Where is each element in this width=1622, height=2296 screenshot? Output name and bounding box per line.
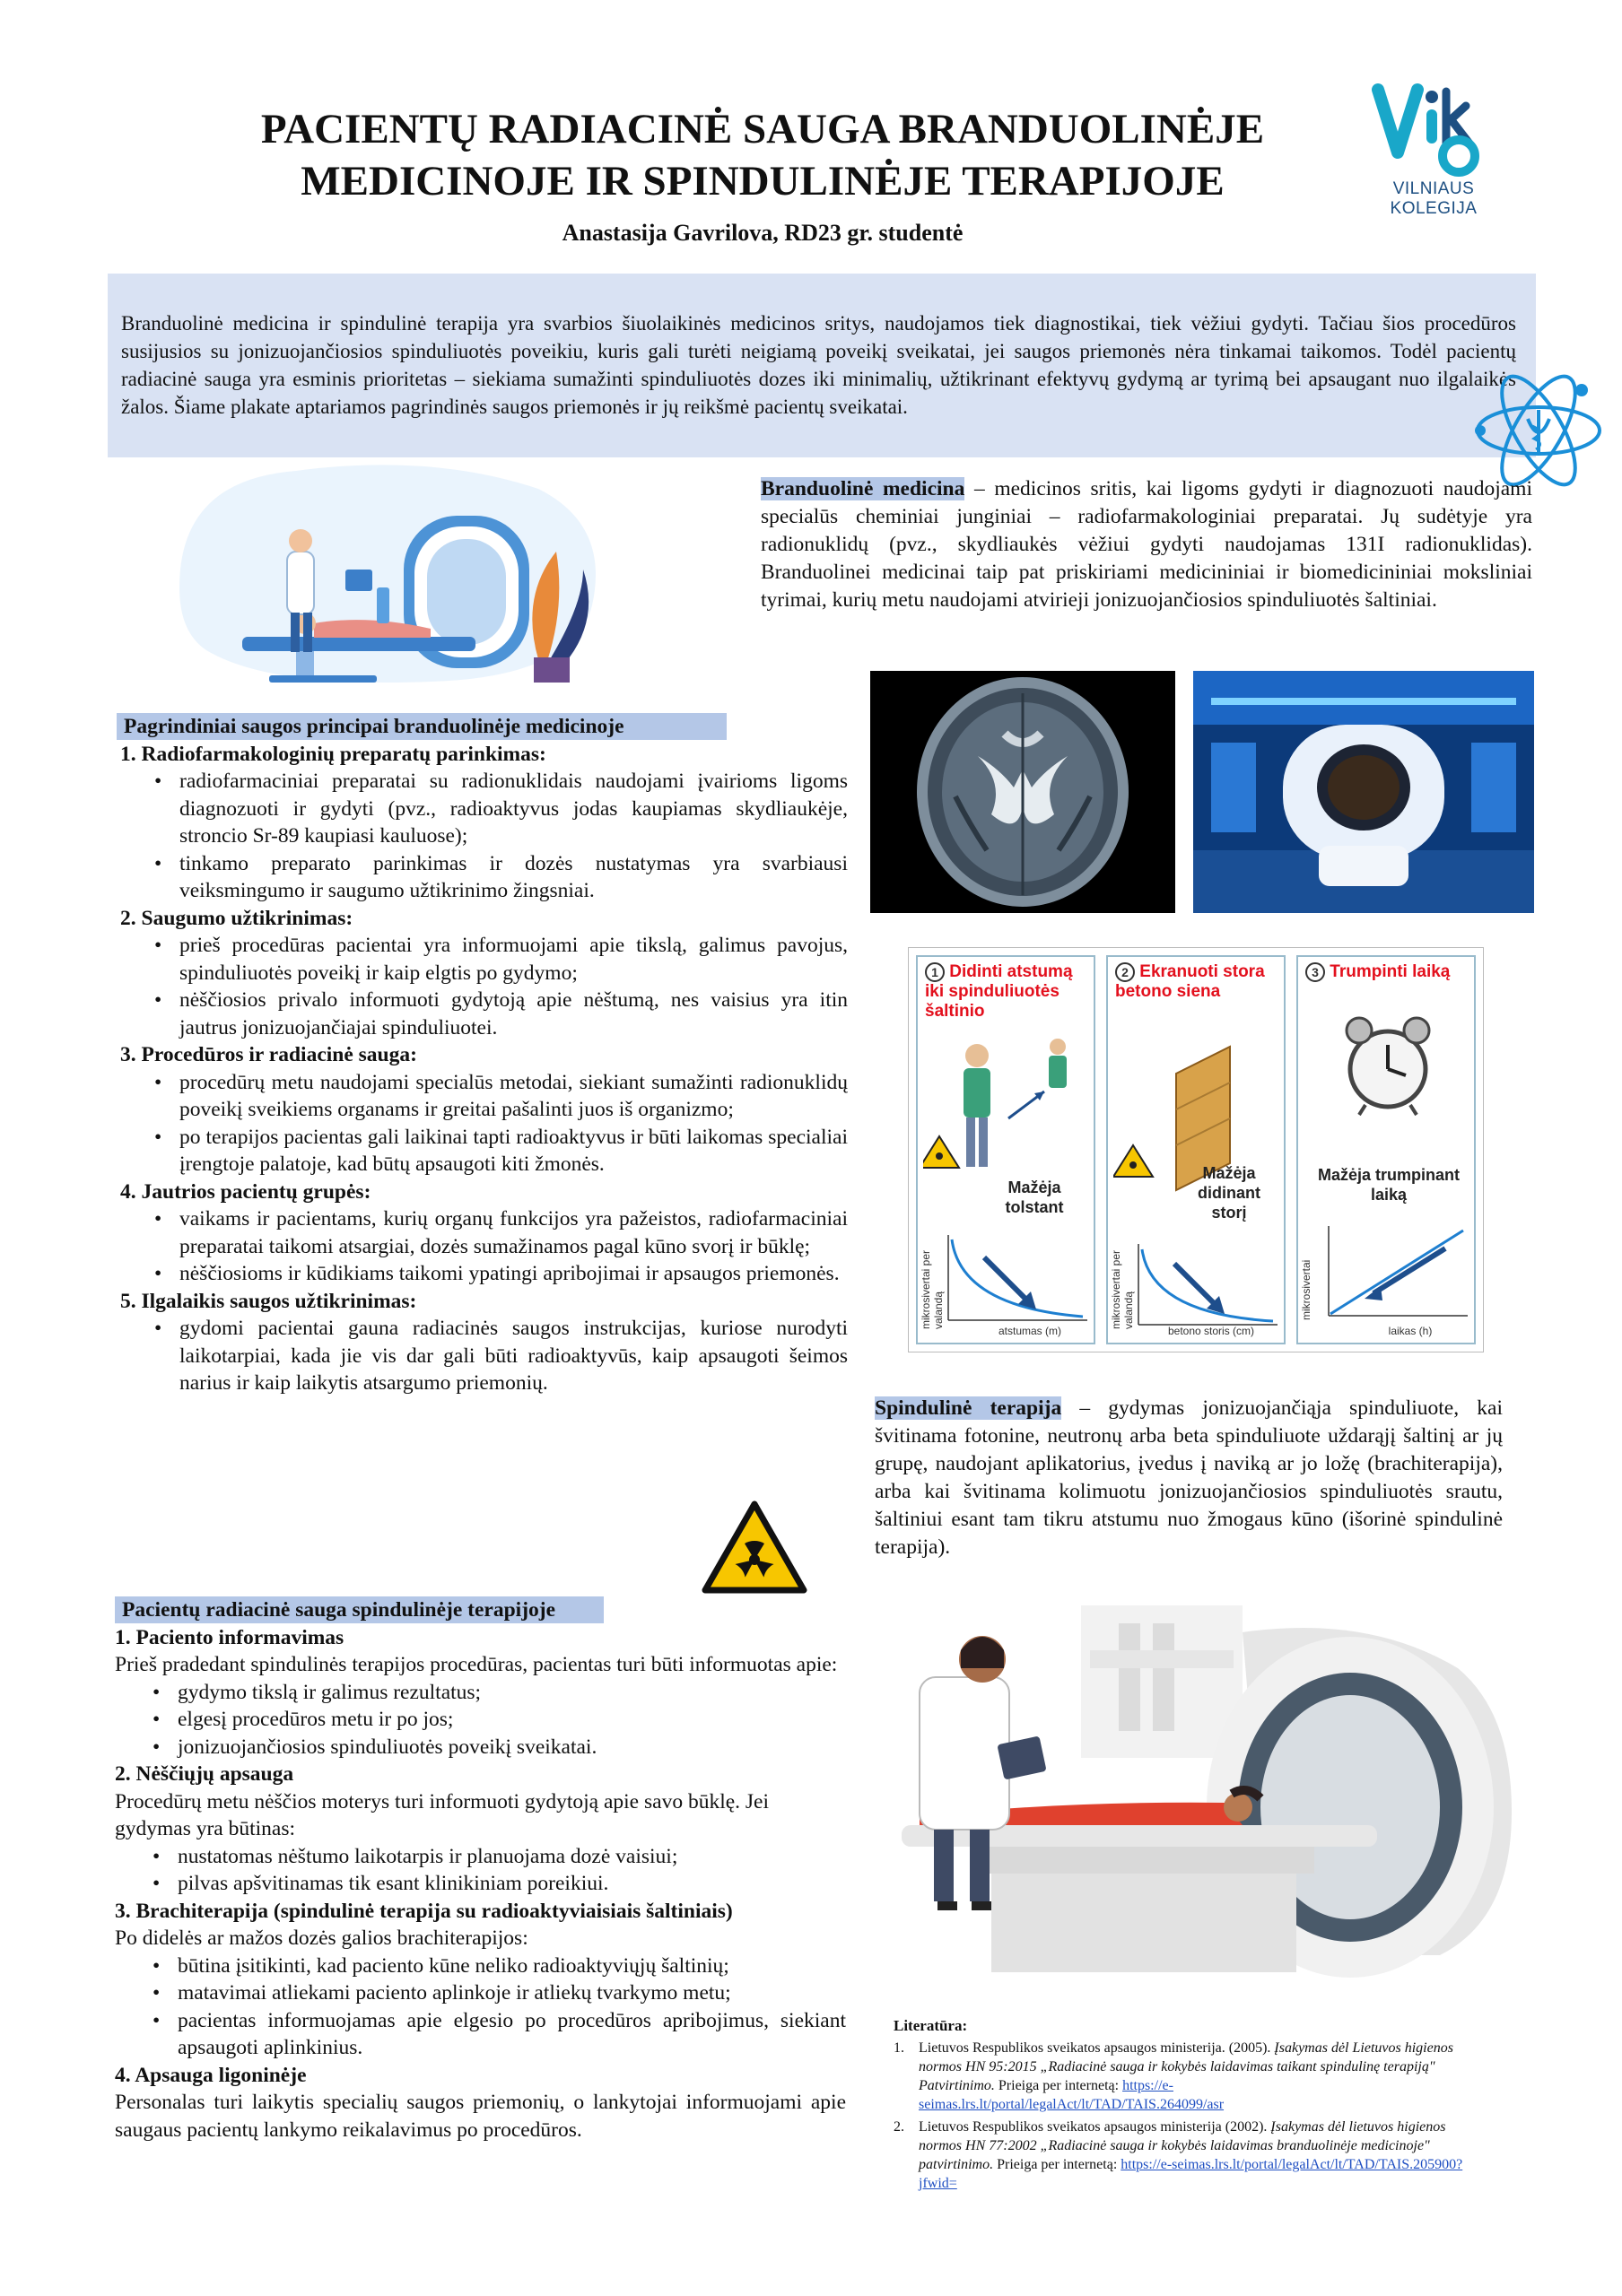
principle-5-title: 5. Ilgalaikis saugos užtikrinimas: [120,1289,417,1313]
intro-box [108,274,1536,457]
title-line-2: MEDICINOJE IR SPINDULINĖJE TERAPIJOJE [301,158,1225,204]
therapy-section [115,1596,846,2144]
principle-1-title: 1. Radiofarmakologinių preparatų parinkimas: [120,742,546,766]
alarm-clock-icon [1334,1011,1442,1118]
reference-access-label: Prieiga per internetą: [993,2157,1121,2172]
nuclear-medicine-term: Branduolinė medicina [761,477,965,500]
principle-5-list [117,1315,848,1397]
therapy-3-title: 3. Brachiterapija (spindulinė terapija su radioaktyviaisiais šaltiniais) [115,1899,733,1923]
reference-item [894,2039,1477,2114]
principle-2-list [117,932,848,1041]
logo-text-line-2: KOLEGIJA [1390,199,1478,218]
list-item: • jonizuojančiosios spinduliuotės poveikį sveikatai. [115,1734,846,1761]
list-item: • tinkamo preparato parinkimas ir dozės nustatymas yra svarbiausi veiksmingumo ir saugumo užtikrinimo žingsniai. [117,850,848,905]
panel-distance-xlabel: atstumas (m) [998,1325,1061,1337]
nuclear-medicine-definition-text: – medicinos sritis, kai ligoms gydyti ir diagnozuoti naudojami specialūs cheminiai junginiai – radiofarmakologiniai preparatai. Jų sudėtyje yra radionuklidų (pvz., skydliaukės vėžiui gydyti naudojamas 131I radionuklidas). Branduolinei medicinai taip pat priskiriami medicininiai ir biomedicininiai moksliniai tyrimai, kurių metu naudojami atvirieji jonizuojančiosios spinduliuotės šaltiniai. [761,477,1532,612]
viko-logo-mark [1362,74,1505,177]
title-line-1: PACIENTŲ RADIACINĖ SAUGA BRANDUOLINĖJE [260,106,1265,152]
panel-time-title-text: Trumpinti laiką [1330,962,1451,981]
list-item: • vaikams ir pacientams, kurių organų funkcijos yra pažeistos, radiofarmaciniai preparatai taikomi atsargiai, dozės sumažinamos pagal kūno svorį ir būklę; [117,1205,848,1260]
viko-logo [1362,74,1514,235]
list-item: • gydomi pacientai gauna radiacinės saugos instrukcijas, kuriose nurodyti laikotarpiai, kada jie vis dar gali būti radioaktyvūs, kaip apsaugoti šeimos narius ir kaip laikytis atsargumo priemonių. [117,1315,848,1397]
reference-number: 1. [894,2040,904,2056]
panel-shielding-title [1115,962,1286,1002]
radiotherapy-scanner-illustration [884,1596,1530,1982]
therapy-2-text: Procedūrų metu nėščios moterys turi informuoti gydytoją apie savo būklę. Jei gydymas yra būtinas: [115,1789,770,1840]
logo-text [1362,179,1505,219]
brain-mri-image [870,671,1175,913]
figure-panel-time [1296,955,1476,1344]
principle-3-title: 3. Procedūros ir radiacinė sauga: [120,1043,417,1066]
therapy-1-text: Prieš pradedant spindulinės terapijos procedūras, pacientas turi būti informuotas apie: [115,1653,838,1676]
principles-heading: Pagrindiniai saugos principai branduolinėje medicinoje [117,713,727,740]
list-item: • radiofarmaciniai preparatai su radionuklidais naudojami įvairioms ligoms diagnozuoti ir gydyti (pvz., radioaktyvus jodas kaupiamas skydliaukėje, stroncio Sr-89 kaupiasi kauluose); [117,768,848,850]
panel-shielding-ylabel: mikrosivertai per valandą [1110,1249,1135,1329]
figure-panel-distance [916,955,1095,1344]
nuclear-medicine-definition [761,475,1532,614]
reference-number: 2. [894,2119,904,2135]
references [894,2016,1477,2196]
reference-link[interactable]: https://e-seimas.lrs.lt/portal/legalAct/lt/TAD/TAIS.205900?jfwid= [919,2157,1463,2191]
list-item: • pacientas informuojamas apie elgesio po procedūros apribojimus, siekiant apsaugoti aplinkinius. [115,2007,846,2062]
panel-time-xlabel: laikas (h) [1388,1325,1433,1337]
panel-time-caption: Mažėja trumpinant laiką [1317,1166,1461,1204]
therapy-4-title: 4. Apsauga ligoninėje [115,2063,307,2087]
therapy-2-title: 2. Nėščiųjų apsauga [115,1762,294,1786]
reference-author: Lietuvos Respublikos sveikatos apsaugos ministerija (2002). [919,2119,1271,2135]
reference-title: Įsakymas dėl Lietuvos higienos normos HN 95:2015 „Radiacinė sauga ir kokybės laidavimas taikant spindulinę terapiją" Patvirtinimo. [919,2040,1453,2093]
radiation-hazard-icon [702,1500,807,1594]
therapy-1-title: 1. Paciento informavimas [115,1625,344,1649]
distance-decay-chart [930,1231,1092,1338]
list-item: • po terapijos pacientas gali laikinai tapti radioaktyvus ir būti laikomas specialiai įrengtoje palatoje, kad būtų apsaugoti kiti žmonės. [117,1124,848,1178]
list-item: • nustatomas nėštumo laikotarpis ir planuojama dozė vaisiui; [115,1843,846,1871]
radiotherapy-definition [875,1395,1503,1561]
radiotherapy-term: Spindulinė terapija [875,1396,1062,1420]
panel-shielding-xlabel: betono storis (cm) [1167,1325,1255,1337]
figure-panel-shielding [1106,955,1286,1344]
panel-distance-title [925,962,1095,1022]
distance-person-icon [923,1029,1094,1199]
panel-shielding-number: 2 [1115,962,1135,982]
therapy-3-list [115,1952,846,2062]
principle-1-list [117,768,848,905]
therapy-heading: Pacientų radiacinė sauga spindulinėje terapijoje [115,1596,604,1623]
list-item: • nėščiosios privalo informuoti gydytoją apie nėštumą, nes vaisius yra itin jautrus jonizuojančiajai spinduliuotei. [117,987,848,1041]
principle-3-list [117,1069,848,1178]
references-heading: Literatūra: [894,2017,968,2034]
panel-distance-caption: Mažėja tolstant [1005,1178,1064,1216]
list-item: • būtina įsitikinti, kad paciento kūne neliko radioaktyviųjų šaltinių; [115,1952,846,1980]
principle-4-title: 4. Jautrios pacientų grupės: [120,1179,371,1204]
list-item: • procedūrų metu naudojami specialūs metodai, siekiant sumažinti radionuklidų poveikį sveikiems organams ir greitai pašalinti juos iš organizmo; [117,1069,848,1124]
therapy-2-list [115,1843,846,1898]
nuclear-medicine-scanner-illustration [161,453,628,691]
principle-2-title: 2. Saugumo užtikrinimas: [120,906,353,930]
therapy-3-text: Po didelės ar mažos dozės galios brachiterapijos: [115,1926,528,1950]
reference-author: Lietuvos Respublikos sveikatos apsaugos ministerija. (2005). [919,2040,1275,2056]
author: Anastasija Gavrilova, RD23 gr. studentė [562,220,964,246]
time-dose-chart [1311,1222,1472,1329]
list-item: • prieš procedūras pacientai yra informuojami apie tikslą, galimus pavojus, spinduliuotės poveikį ir kaip elgtis po gydymo; [117,932,848,987]
panel-distance-number: 1 [925,962,945,982]
intro-text: Branduolinė medicina ir spindulinė terapija yra svarbios šiuolaikinės medicinos sritys, naudojamos tiek diagnostikai, tiek vėžiui gydyti. Tačiau šios procedūros susijusios su jonizuojančiosios spinduliuotės poveikiu, kuris gali turėti neigiamą poveikį sveikatai, jei saugos priemonės nėra tinkamai taikomos. Todėl pacientų radiacinė sauga yra esminis prioritetas – siekiama sumažinti spinduliuotės dozes iki minimalių, užtikrinant efektyvų gydymą ar tyrimą bei apsaugant nuo ilgalaikės žalos. Šiame plakate aptariamos pagrindinės saugos priemonės ir jų reikšmė pacientų sveikatai. [121,312,1516,418]
list-item: • matavimai atliekami paciento aplinkoje ir atliekų tvarkymo metu; [115,1979,846,2007]
reference-item [894,2118,1477,2193]
reference-title: Įsakymas dėl lietuvos higienos normos HN 77:2002 „Radiacinė sauga ir kokybės laidavimas branduolinėje medicinoje" patvirtinimo. [919,2119,1446,2172]
pet-scanner-room-image [1193,671,1534,913]
panel-time-title [1305,962,1476,982]
panel-shielding-title-text: Ekranuoti stora betono siena [1115,962,1265,1001]
panel-shielding-caption: Mažėja didinant storį [1198,1164,1260,1222]
reference-access-label: Prieiga per internetą: [994,2078,1123,2093]
principle-4-list [117,1205,848,1288]
list-item: • gydymo tikslą ir galimus rezultatus; [115,1679,846,1707]
reference-link[interactable]: https://e-seimas.lrs.lt/portal/legalAct/lt/TAD/TAIS.264099/asr [919,2078,1225,2112]
panel-time-number: 3 [1305,962,1325,982]
panel-distance-title-text: Didinti atstumą iki spinduliuotės šaltinio [925,962,1073,1021]
logo-text-line-1: VILNIAUS [1392,179,1475,198]
list-item: • nėščiosioms ir kūdikiams taikomi ypatingi apribojimai ir apsaugos priemonės. [117,1260,848,1288]
principles-section [117,713,848,1397]
radiotherapy-definition-text: – gydymas jonizuojančiąja spinduliuote, kai švitinama fotonine, neutronų arba beta spinduliuote uždarąjį šaltinį ar jų grupę, naudojant aplikatorius, įvedus į naviką ar jo ložę (brachiterapija), arba kai švitinama kolimuotu jonizuojančiosios spinduliuotės srautu, šaltiniui esant tam tikru atstumu nuo žmogaus kūno (išorinė spindulinė terapija). [875,1396,1503,1559]
therapy-1-list [115,1679,846,1761]
panel-distance-ylabel: mikrosivertai per valandą [920,1249,945,1329]
therapy-4-text: Personalas turi laikytis specialių saugos priemonių, o lankytojai informuojami apie saugaus pacientų lankymo reikalavimus po procedūros. [115,2091,846,2142]
radiation-protection-figure [908,947,1484,1352]
list-item: • elgesį procedūros metu ir po jos; [115,1706,846,1734]
panel-time-ylabel: mikrosivertai [1300,1259,1312,1320]
poster-title [161,103,1364,207]
list-item: • pilvas apšvitinamas tik esant klinikiniam poreikiui. [115,1870,846,1898]
references-list [894,2039,1477,2193]
